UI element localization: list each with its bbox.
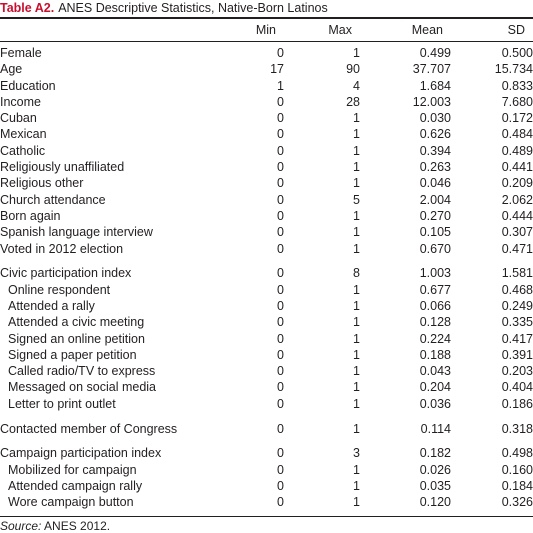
cell-min: 0 <box>277 421 284 436</box>
cell-sd: 1.581 <box>501 266 533 281</box>
cell-max: 90 <box>346 62 360 77</box>
column-header-sd: SD <box>507 23 525 37</box>
source-text: ANES 2012. <box>44 519 111 533</box>
cell-min: 0 <box>277 380 284 395</box>
table-row <box>0 314 533 330</box>
cell-mean: 12.003 <box>412 94 451 109</box>
cell-sd: 0.489 <box>501 143 533 158</box>
table-row <box>0 298 533 314</box>
row-label: Contacted member of Congress <box>0 421 178 436</box>
cell-max: 1 <box>353 380 360 395</box>
cell-max: 4 <box>353 78 360 93</box>
table-row <box>0 94 533 110</box>
cell-mean: 0.394 <box>419 143 451 158</box>
cell-min: 0 <box>277 192 284 207</box>
row-label: Age <box>0 62 23 77</box>
row-label: Attended a rally <box>8 298 95 313</box>
cell-sd: 0.441 <box>501 160 533 175</box>
row-label: Signed a paper petition <box>8 347 137 362</box>
cell-min: 0 <box>277 160 284 175</box>
cell-max: 1 <box>353 331 360 346</box>
cell-mean: 0.043 <box>419 364 451 379</box>
cell-mean: 2.004 <box>419 192 451 207</box>
cell-mean: 0.105 <box>419 225 451 240</box>
source-label: Source: <box>0 519 42 533</box>
row-label: Religious other <box>0 176 84 191</box>
cell-max: 1 <box>353 315 360 330</box>
cell-sd: 0.326 <box>501 495 533 510</box>
cell-max: 1 <box>353 364 360 379</box>
cell-mean: 0.046 <box>419 176 451 191</box>
cell-max: 1 <box>353 160 360 175</box>
cell-max: 5 <box>353 192 360 207</box>
cell-min: 1 <box>277 78 284 93</box>
cell-sd: 0.172 <box>501 111 533 126</box>
table-row <box>0 143 533 159</box>
cell-sd: 2.062 <box>501 192 533 207</box>
cell-min: 0 <box>277 266 284 281</box>
cell-sd: 0.307 <box>501 225 533 240</box>
row-label: Religiously unaffiliated <box>0 160 125 175</box>
cell-mean: 1.003 <box>419 266 451 281</box>
cell-sd: 7.680 <box>501 94 533 109</box>
row-label: Born again <box>0 208 61 223</box>
group-spacer <box>0 257 533 266</box>
cell-sd: 0.186 <box>501 396 533 411</box>
cell-max: 1 <box>353 462 360 477</box>
cell-mean: 0.204 <box>419 380 451 395</box>
row-label: Mexican <box>0 127 47 142</box>
cell-mean: 1.684 <box>419 78 451 93</box>
row-label: Campaign participation index <box>0 446 162 461</box>
cell-sd: 0.833 <box>501 78 533 93</box>
cell-max: 1 <box>353 347 360 362</box>
cell-sd: 0.391 <box>501 347 533 362</box>
column-header-min: Min <box>255 23 276 37</box>
cell-min: 0 <box>277 462 284 477</box>
cell-max: 1 <box>353 421 360 436</box>
cell-sd: 0.417 <box>501 331 533 346</box>
cell-sd: 0.160 <box>501 462 533 477</box>
cell-sd: 0.318 <box>501 421 533 436</box>
header-rule <box>0 41 533 42</box>
row-label: Income <box>0 94 41 109</box>
cell-min: 0 <box>277 396 284 411</box>
cell-mean: 0.182 <box>419 446 451 461</box>
table-row <box>0 224 533 240</box>
cell-sd: 0.249 <box>501 298 533 313</box>
top-rule <box>0 17 533 19</box>
cell-min: 0 <box>277 331 284 346</box>
table-row <box>0 331 533 347</box>
cell-min: 0 <box>277 478 284 493</box>
cell-mean: 0.036 <box>419 396 451 411</box>
row-label: Messaged on social media <box>8 380 156 395</box>
row-label: Attended a civic meeting <box>8 315 145 330</box>
cell-sd: 0.444 <box>501 208 533 223</box>
cell-mean: 0.030 <box>419 111 451 126</box>
cell-max: 1 <box>353 396 360 411</box>
cell-min: 17 <box>270 62 284 77</box>
cell-min: 0 <box>277 94 284 109</box>
cell-mean: 0.263 <box>419 160 451 175</box>
cell-min: 0 <box>277 46 284 60</box>
cell-min: 0 <box>277 208 284 223</box>
row-label: Cuban <box>0 111 37 126</box>
cell-max: 8 <box>353 266 360 281</box>
table-row <box>0 363 533 379</box>
table-body <box>0 45 533 511</box>
spacer-cell <box>0 437 533 446</box>
cell-mean: 0.670 <box>419 241 451 256</box>
table-caption: ANES Descriptive Statistics, Native-Born Latinos <box>58 1 328 15</box>
cell-max: 1 <box>353 111 360 126</box>
spacer-cell <box>0 412 533 421</box>
table-row <box>0 159 533 175</box>
table-row <box>0 45 533 61</box>
cell-max: 1 <box>353 282 360 297</box>
cell-max: 1 <box>353 298 360 313</box>
cell-min: 0 <box>277 143 284 158</box>
group-spacer <box>0 412 533 421</box>
cell-max: 1 <box>353 46 360 60</box>
cell-mean: 0.626 <box>419 127 451 142</box>
cell-mean: 0.499 <box>419 46 451 60</box>
cell-min: 0 <box>277 298 284 313</box>
group-spacer <box>0 437 533 446</box>
row-label: Female <box>0 46 42 60</box>
table-row <box>0 78 533 94</box>
row-label: Catholic <box>0 143 46 158</box>
cell-sd: 0.404 <box>501 380 533 395</box>
row-label: Spanish language interview <box>0 225 153 240</box>
cell-mean: 0.270 <box>419 208 451 223</box>
row-label: Mobilized for campaign <box>8 462 137 477</box>
table-row <box>0 462 533 478</box>
row-label: Called radio/TV to express <box>8 364 156 379</box>
table-row <box>0 379 533 395</box>
row-label: Wore campaign button <box>8 495 134 510</box>
cell-min: 0 <box>277 347 284 362</box>
spacer-cell <box>0 257 533 266</box>
cell-max: 1 <box>353 143 360 158</box>
table-row <box>0 110 533 126</box>
column-header-max: Max <box>328 23 352 37</box>
cell-max: 1 <box>353 241 360 256</box>
cell-min: 0 <box>277 364 284 379</box>
cell-sd: 15.734 <box>494 62 533 77</box>
table-row <box>0 282 533 298</box>
table-row <box>0 192 533 208</box>
cell-max: 1 <box>353 495 360 510</box>
cell-max: 1 <box>353 208 360 223</box>
cell-min: 0 <box>277 127 284 142</box>
table-row <box>0 175 533 191</box>
table-row <box>0 396 533 412</box>
table-row <box>0 61 533 77</box>
table-title <box>0 0 328 17</box>
table-row <box>0 347 533 363</box>
cell-max: 1 <box>353 127 360 142</box>
cell-sd: 0.484 <box>501 127 533 142</box>
table-row <box>0 265 533 281</box>
table-row <box>0 208 533 224</box>
row-label: Signed an online petition <box>8 331 145 346</box>
table-row <box>0 241 533 257</box>
cell-sd: 0.203 <box>501 364 533 379</box>
cell-mean: 0.066 <box>419 298 451 313</box>
table-row <box>0 126 533 142</box>
cell-max: 1 <box>353 478 360 493</box>
cell-mean: 0.114 <box>420 421 451 436</box>
table-row <box>0 421 533 437</box>
cell-sd: 0.209 <box>501 176 533 191</box>
cell-max: 1 <box>353 176 360 191</box>
cell-min: 0 <box>277 446 284 461</box>
cell-mean: 0.188 <box>419 347 451 362</box>
cell-mean: 0.026 <box>419 462 451 477</box>
cell-sd: 0.335 <box>501 315 533 330</box>
bottom-rule <box>0 516 533 517</box>
cell-mean: 0.677 <box>419 282 451 297</box>
cell-sd: 0.500 <box>501 46 533 60</box>
table-number: Table A2. <box>0 1 55 15</box>
row-label: Attended campaign rally <box>8 478 143 493</box>
source-note <box>0 519 110 533</box>
cell-min: 0 <box>277 176 284 191</box>
cell-mean: 37.707 <box>412 62 451 77</box>
row-label: Online respondent <box>8 282 111 297</box>
table-row <box>0 494 533 510</box>
cell-sd: 0.184 <box>501 478 533 493</box>
column-header-mean: Mean <box>411 23 443 37</box>
cell-mean: 0.035 <box>419 478 451 493</box>
row-label: Letter to print outlet <box>8 396 116 411</box>
cell-min: 0 <box>277 495 284 510</box>
row-label: Civic participation index <box>0 266 132 281</box>
cell-max: 28 <box>346 94 360 109</box>
row-label: Voted in 2012 election <box>0 241 124 256</box>
row-label: Church attendance <box>0 192 106 207</box>
row-label: Education <box>0 78 56 93</box>
cell-max: 1 <box>353 225 360 240</box>
cell-max: 3 <box>353 446 360 461</box>
statistics-table <box>0 45 533 511</box>
cell-min: 0 <box>277 282 284 297</box>
cell-min: 0 <box>277 225 284 240</box>
cell-min: 0 <box>277 111 284 126</box>
table-row <box>0 445 533 461</box>
cell-mean: 0.120 <box>419 495 451 510</box>
cell-sd: 0.468 <box>501 282 533 297</box>
cell-sd: 0.471 <box>501 241 533 256</box>
cell-sd: 0.498 <box>501 446 533 461</box>
cell-min: 0 <box>277 315 284 330</box>
cell-mean: 0.128 <box>419 315 451 330</box>
table-row <box>0 478 533 494</box>
cell-min: 0 <box>277 241 284 256</box>
cell-mean: 0.224 <box>419 331 451 346</box>
